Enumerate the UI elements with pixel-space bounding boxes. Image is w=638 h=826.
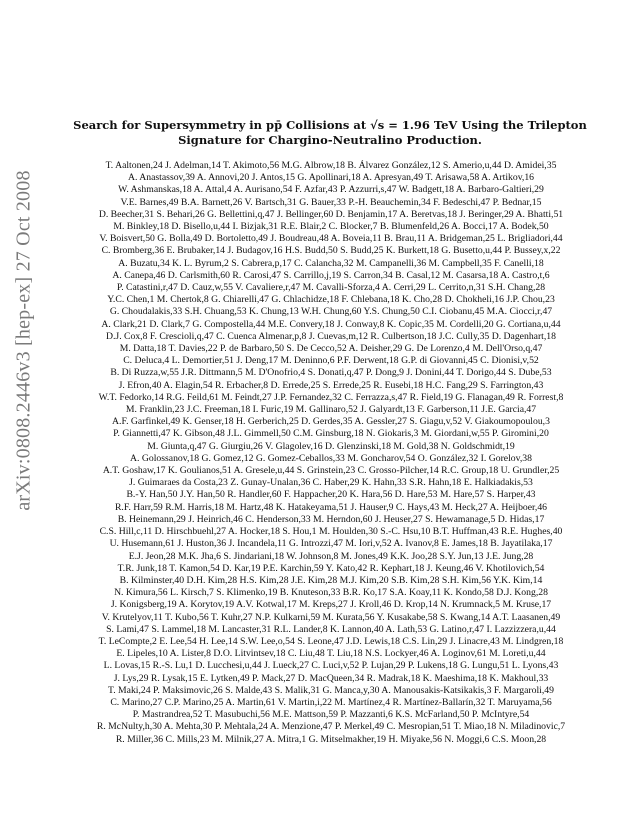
paper-title-line-2: Signature for Chargino-Neutralino Production. bbox=[178, 133, 482, 147]
author-line: E.J. Jeon,28 M.K. Jha,6 S. Jindariani,18 W. Johnson,8 M. Jones,49 K.K. Joo,28 S.Y. Jun,13 J.E. Jung,28 bbox=[128, 550, 534, 562]
author-line: J. Efron,40 A. Elagin,54 R. Erbacher,8 D. Errede,25 S. Errede,25 R. Eusebi,18 H.C. Fang,29 S. Farrington,43 bbox=[118, 379, 544, 391]
author-line: T.R. Junk,18 T. Kamon,54 D. Kar,19 P.E. Karchin,59 Y. Kato,42 R. Kephart,18 J. Keung,46 V. Khotilovich,54 bbox=[117, 562, 545, 574]
author-line: P. Giannetti,47 K. Gibson,48 J.L. Gimmell,50 C.M. Ginsburg,18 N. Giokaris,3 M. Giordani,w,55 P. Giromini,20 bbox=[113, 428, 549, 440]
author-line: M. Datta,18 T. Davies,22 P. de Barbaro,50 S. De Cecco,52 A. Deisher,29 G. De Lorenzo,4 M. Dell'Orso,q,47 bbox=[119, 343, 543, 355]
author-line: Y.C. Chen,1 M. Chertok,8 G. Chiarelli,47 G. Chlachidze,18 F. Chlebana,18 K. Cho,28 D. Chokheli,16 J.P. Chou,23 bbox=[107, 294, 555, 306]
author-line: A.F. Garfinkel,49 K. Genser,18 H. Gerberich,25 D. Gerdes,35 A. Gessler,27 S. Giagu,v,52 V. Giakoumopoulou,3 bbox=[112, 416, 550, 428]
arxiv-stamp bbox=[6, 60, 42, 620]
author-line: W.T. Fedorko,14 R.G. Feild,61 M. Feindt,27 J.P. Fernandez,32 C. Ferrazza,s,47 R. Field,19 G. Flanagan,49 R. Forrest,8 bbox=[98, 391, 564, 403]
author-line: B. Heinemann,29 J. Heinrich,46 C. Henderson,33 M. Herndon,60 J. Heuser,27 S. Hewamanage,5 D. Hidas,17 bbox=[117, 513, 545, 525]
author-line: A. Anastassov,39 A. Annovi,20 J. Antos,15 G. Apollinari,18 A. Apresyan,49 T. Arisawa,58 A. Artikov,16 bbox=[127, 172, 535, 184]
author-line: L. Lovas,15 R.-S. Lu,1 D. Lucchesi,u,44 J. Lueck,27 C. Luci,v,52 P. Lujan,29 P. Lukens,18 G. Lungu,51 L. Lyons,43 bbox=[103, 660, 559, 672]
author-line: W. Ashmanskas,18 A. Attal,4 A. Aurisano,54 F. Azfar,43 P. Azzurri,s,47 W. Badgett,18 A. Barbaro-Galtieri,29 bbox=[118, 184, 544, 196]
author-line: R. McNulty,h,30 A. Mehta,30 P. Mehtala,24 A. Menzione,47 P. Merkel,49 C. Mesropian,51 T. Miao,18 N. Miladinovic,7 bbox=[96, 721, 566, 733]
author-line: N. Kimura,56 L. Kirsch,7 S. Klimenko,19 B. Knuteson,33 B.R. Ko,17 S.A. Koay,11 K. Kondo,58 D.J. Kong,28 bbox=[114, 587, 548, 599]
author-line: R.F. Harr,59 R.M. Harris,18 M. Hartz,48 K. Hatakeyama,51 J. Hauser,9 C. Hays,43 M. Heck,27 A. Heijboer,46 bbox=[114, 501, 548, 513]
author-line: G. Choudalakis,33 S.H. Chuang,53 K. Chung,13 W.H. Chung,60 Y.S. Chung,50 C.I. Ciobanu,45 M.A. Ciocci,r,47 bbox=[109, 306, 553, 318]
author-line: U. Husemann,61 J. Huston,36 J. Incandela,11 G. Introzzi,47 M. Iori,v,52 A. Ivanov,8 E. James,18 B. Jayatilaka,17 bbox=[109, 538, 553, 550]
author-line: J. Guimaraes da Costa,23 Z. Gunay-Unalan,36 C. Haber,29 K. Hahn,33 S.R. Hahn,18 E. Halkiadakis,53 bbox=[129, 477, 533, 489]
author-line: T. Aaltonen,24 J. Adelman,14 T. Akimoto,56 M.G. Albrow,18 B. Álvarez González,12 S. Amerio,u,44 D. Amidei,35 bbox=[105, 160, 557, 171]
author-line: S. Lami,47 S. Lammel,18 M. Lancaster,31 R.L. Lander,8 K. Lannon,40 A. Lath,53 G. Latino,r,47 I. Lazzizzera,u,44 bbox=[106, 623, 556, 635]
author-line: M. Giunta,q,47 G. Giurgiu,26 V. Glagolev,16 D. Glenzinski,18 M. Gold,38 N. Goldschmidt,19 bbox=[147, 440, 515, 452]
author-line: D. Beecher,31 S. Behari,26 G. Bellettini,q,47 J. Bellinger,60 D. Benjamin,17 A. Beretvas,18 J. Beringer,29 A. Bhatti,51 bbox=[98, 208, 564, 220]
author-line: C. Bromberg,36 E. Brubaker,14 J. Budagov,16 H.S. Budd,50 S. Budd,25 K. Burkett,18 G. Busetto,u,44 P. Bussey,x,22 bbox=[101, 245, 561, 257]
author-line: V. Krutelyov,11 T. Kubo,56 T. Kuhr,27 N.P. Kulkarni,59 M. Kurata,56 Y. Kusakabe,58 S. Kwang,14 A.T. Laasanen,49 bbox=[101, 611, 561, 623]
author-line: B.-Y. Han,50 J.Y. Han,50 R. Handler,60 F. Happacher,20 K. Hara,56 D. Hare,53 M. Hare,57 S. Harper,43 bbox=[126, 489, 536, 501]
author-line: C.S. Hill,c,11 D. Hirschbuehl,27 A. Hocker,18 S. Hou,1 M. Houlden,30 S.-C. Hsu,10 B.T. Huffman,43 R.E. Hughes,40 bbox=[99, 526, 563, 538]
author-line: B. Di Ruzza,w,55 J.R. Dittmann,5 M. D'Onofrio,4 S. Donati,q,47 P. Dong,9 J. Donini,44 T. Dorigo,44 S. Dube,53 bbox=[110, 367, 552, 379]
author-line: A. Buzatu,34 K. L. Byrum,2 S. Cabrera,p,17 C. Calancha,32 M. Campanelli,36 M. Campbell,35 F. Canelli,18 bbox=[118, 257, 544, 269]
author-line: V.E. Barnes,49 B.A. Barnett,26 V. Bartsch,31 G. Bauer,33 P.-H. Beauchemin,34 F. Bedeschi,47 P. Bednar,15 bbox=[120, 196, 542, 208]
author-line: E. Lipeles,10 A. Lister,8 D.O. Litvintsev,18 C. Liu,48 T. Liu,18 N.S. Lockyer,46 A. Loginov,61 M. Loreti,u,44 bbox=[116, 648, 546, 660]
paper-title bbox=[60, 118, 600, 148]
author-line: B. Kilminster,40 D.H. Kim,28 H.S. Kim,28 J.E. Kim,28 M.J. Kim,20 S.B. Kim,28 S.H. Kim,56 Y.K. Kim,14 bbox=[119, 574, 543, 586]
author-line: A. Canepa,46 D. Carlsmith,60 R. Carosi,47 S. Carrillo,j,19 S. Carron,34 B. Casal,12 M. Casarsa,18 A. Castro,t,6 bbox=[112, 269, 550, 281]
author-line: R. Miller,36 C. Mills,23 M. Milnik,27 A. Mitra,1 G. Mitselmakher,19 H. Miyake,56 N. Moggi,6 C.S. Moon,28 bbox=[115, 733, 547, 745]
author-list bbox=[56, 160, 606, 746]
author-line: M. Binkley,18 D. Bisello,u,44 I. Bizjak,31 R.E. Blair,2 C. Blocker,7 B. Blumenfeld,26 A. Bocci,17 A. Bodek,50 bbox=[113, 221, 549, 233]
author-line: C. Marino,27 C.P. Marino,25 A. Martin,61 V. Martin,i,22 M. Martínez,4 R. Martínez-Ballarín,32 T. Maruyama,56 bbox=[110, 696, 552, 708]
author-line: J. Konigsberg,19 A. Korytov,19 A.V. Kotwal,17 M. Kreps,27 J. Kroll,46 D. Krop,14 N. Krumnack,5 M. Kruse,17 bbox=[110, 599, 552, 611]
author-line: M. Franklin,23 J.C. Freeman,18 I. Furic,19 M. Gallinaro,52 J. Galyardt,13 F. Garberson,11 J.E. Garcia,47 bbox=[125, 404, 537, 416]
author-line: A.T. Goshaw,17 K. Goulianos,51 A. Gresele,u,44 S. Grinstein,23 C. Grosso-Pilcher,14 R.C. Group,18 U. Grundler,25 bbox=[102, 465, 560, 477]
paper-title-line-1: Search for Supersymmetry in pp̄ Collisions at √s = 1.96 TeV Using the Trilepton bbox=[73, 118, 587, 132]
author-line: P. Mastrandrea,52 T. Masubuchi,56 M.E. Mattson,59 P. Mazzanti,6 K.S. McFarland,50 P. McIntyre,54 bbox=[132, 709, 530, 721]
author-line: T. Maki,24 P. Maksimovic,26 S. Malde,43 S. Malik,31 G. Manca,y,30 A. Manousakis-Katsikakis,3 F. Margaroli,49 bbox=[108, 684, 554, 696]
author-line: A. Golossanov,18 G. Gomez,12 G. Gomez-Ceballos,33 M. Goncharov,54 O. González,32 I. Gorelov,38 bbox=[130, 452, 532, 464]
author-line: A. Clark,21 D. Clark,7 G. Compostella,44 M.E. Convery,18 J. Conway,8 K. Copic,35 M. Cordelli,20 G. Cortiana,u,44 bbox=[101, 318, 561, 330]
author-line: T. LeCompte,2 E. Lee,54 H. Lee,14 S.W. Lee,o,54 S. Leone,47 J.D. Lewis,18 C.S. Lin,29 J. Linacre,43 M. Lindgren,18 bbox=[98, 635, 564, 647]
author-line: D.J. Cox,8 F. Crescioli,q,47 C. Cuenca Almenar,p,8 J. Cuevas,m,12 R. Culbertson,18 J.C. Cully,35 D. Dagenhart,18 bbox=[106, 330, 556, 342]
author-line: J. Lys,29 R. Lysak,15 E. Lytken,49 P. Mack,27 D. MacQueen,34 R. Madrak,18 K. Maeshima,18 K. Makhoul,33 bbox=[113, 672, 549, 684]
author-line: P. Catastini,r,47 D. Cauz,w,55 V. Cavaliere,r,47 M. Cavalli-Sforza,4 A. Cerri,29 L. Cerrito,n,31 S.H. Chang,28 bbox=[116, 282, 546, 294]
arxiv-stamp-text: arXiv:0808.2446v3 [hep-ex] 27 Oct 2008 bbox=[12, 169, 35, 511]
author-line: C. Deluca,4 L. Demortier,51 J. Deng,17 M. Deninno,6 P.F. Derwent,18 G.P. di Giovanni,45 C. Dionisi,v,52 bbox=[123, 355, 539, 367]
author-line: V. Boisvert,50 G. Bolla,49 D. Bortoletto,49 J. Boudreau,48 A. Boveia,11 B. Brau,11 A. Bridgeman,25 L. Brigliadori,44 bbox=[99, 233, 563, 245]
